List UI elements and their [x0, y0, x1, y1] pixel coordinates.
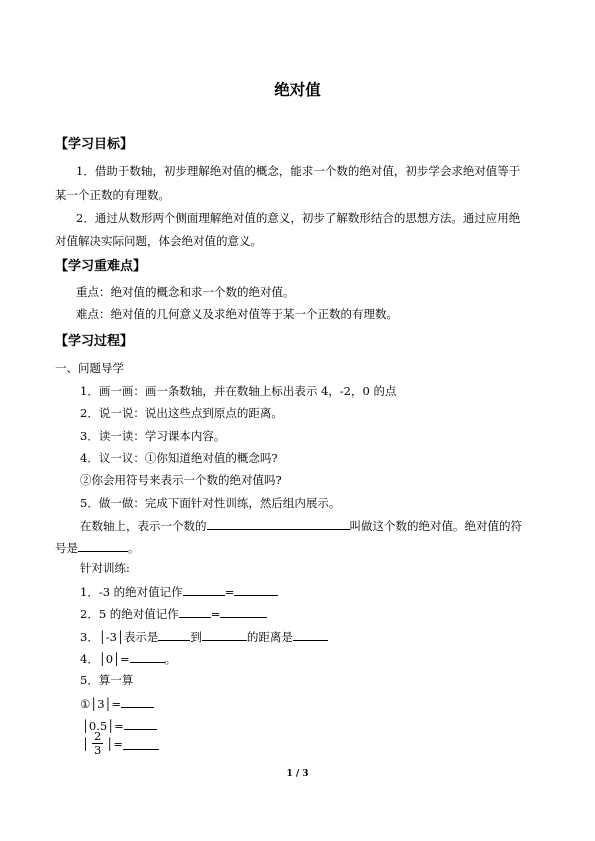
training-1-text: 1．-3 的绝对值记作	[80, 585, 183, 599]
page-title: 绝对值	[274, 80, 321, 99]
step-5: 5．做一做：完成下面针对性训练，然后组内展示。	[80, 496, 341, 510]
calc-3-bar-right: │=	[106, 736, 123, 751]
fill-text-a: 在数轴上，表示一个数的	[80, 519, 207, 533]
training-3-text: 3．│-3│表示是	[80, 630, 159, 644]
training-2-equals: =	[210, 607, 221, 621]
answer-blank[interactable]	[183, 584, 225, 596]
training-item-2	[80, 606, 267, 621]
training-item-1	[80, 584, 278, 599]
fill-text-c: 号是	[55, 541, 78, 555]
goal-1-line-2: 某一个正数的有理数。	[55, 188, 170, 202]
goal-2-line-1: 2．通过从数形两个侧面理解绝对值的意义，初步了解数形结合的思想方法。通过应用绝	[76, 211, 521, 225]
fraction	[92, 730, 103, 757]
training-item-4	[80, 651, 176, 666]
fill-in-line-1	[80, 518, 522, 533]
calc-item-1	[80, 696, 154, 711]
training-2-text: 2．5 的绝对值记作	[80, 607, 179, 621]
answer-blank[interactable]	[123, 738, 159, 750]
answer-blank[interactable]	[130, 651, 165, 663]
step-2: 2．说一说：说出这些点到原点的距离。	[80, 406, 283, 420]
step-4-b: ②你会用符号来表示一个数的绝对值吗?	[80, 473, 282, 487]
answer-blank[interactable]	[179, 606, 211, 618]
step-4: 4．议一议：①你知道绝对值的概念吗?	[80, 451, 278, 465]
part-1-heading: 一、问题导学	[55, 361, 124, 375]
answer-blank[interactable]	[124, 718, 157, 730]
training-4-end: 。	[164, 652, 177, 666]
training-item-5: 5．算一算	[80, 673, 134, 687]
answer-blank[interactable]	[207, 518, 350, 530]
calc-2-text: │0.5│=	[82, 719, 124, 733]
answer-blank[interactable]	[121, 696, 154, 708]
training-3-distance: 的距离是	[246, 630, 293, 644]
fill-text-b: 叫做这个数的绝对值。绝对值的符	[349, 519, 522, 533]
training-3-to: 到	[190, 630, 202, 644]
goal-2-line-2: 对值解决实际问题，体会绝对值的意义。	[55, 234, 262, 248]
difficulty-point: 难点：绝对值的几何意义及求绝对值等于某一个正数的有理数。	[76, 307, 398, 321]
focus-point: 重点：绝对值的概念和求一个数的绝对值。	[76, 285, 295, 299]
calc-1-text: ①│3│=	[80, 697, 122, 711]
answer-blank[interactable]	[158, 629, 190, 641]
answer-blank[interactable]	[293, 629, 328, 641]
calc-item-3	[82, 730, 159, 757]
step-1: 1．画一画：画一条数轴，并在数轴上标出表示 4，-2，0 的点	[80, 384, 397, 398]
answer-blank[interactable]	[78, 540, 128, 552]
goal-1-line-1: 1．借助于数轴，初步理解绝对值的概念，能求一个数的绝对值，初步学会求绝对值等于	[76, 164, 521, 178]
section-heading-process: 【学习过程】	[55, 334, 134, 349]
fraction-denominator: 3	[93, 743, 102, 757]
fill-text-d: 。	[128, 541, 140, 555]
page-number: 1 / 3	[286, 769, 309, 779]
step-3: 3．读一读：学习课本内容。	[80, 429, 226, 443]
section-heading-goals: 【学习目标】	[55, 137, 134, 152]
training-heading: 针对训练:	[80, 561, 130, 575]
training-1-equals: =	[224, 585, 235, 599]
answer-blank[interactable]	[220, 606, 267, 618]
answer-blank[interactable]	[234, 584, 278, 596]
training-item-3	[80, 629, 328, 644]
section-heading-key-points: 【学习重难点】	[55, 259, 147, 274]
answer-blank[interactable]	[202, 629, 247, 641]
fill-in-line-2	[55, 540, 140, 555]
training-4-text: 4．│0│=	[80, 652, 130, 666]
fraction-numerator: 2	[93, 729, 102, 743]
calc-3-bar-left: │	[82, 736, 89, 751]
